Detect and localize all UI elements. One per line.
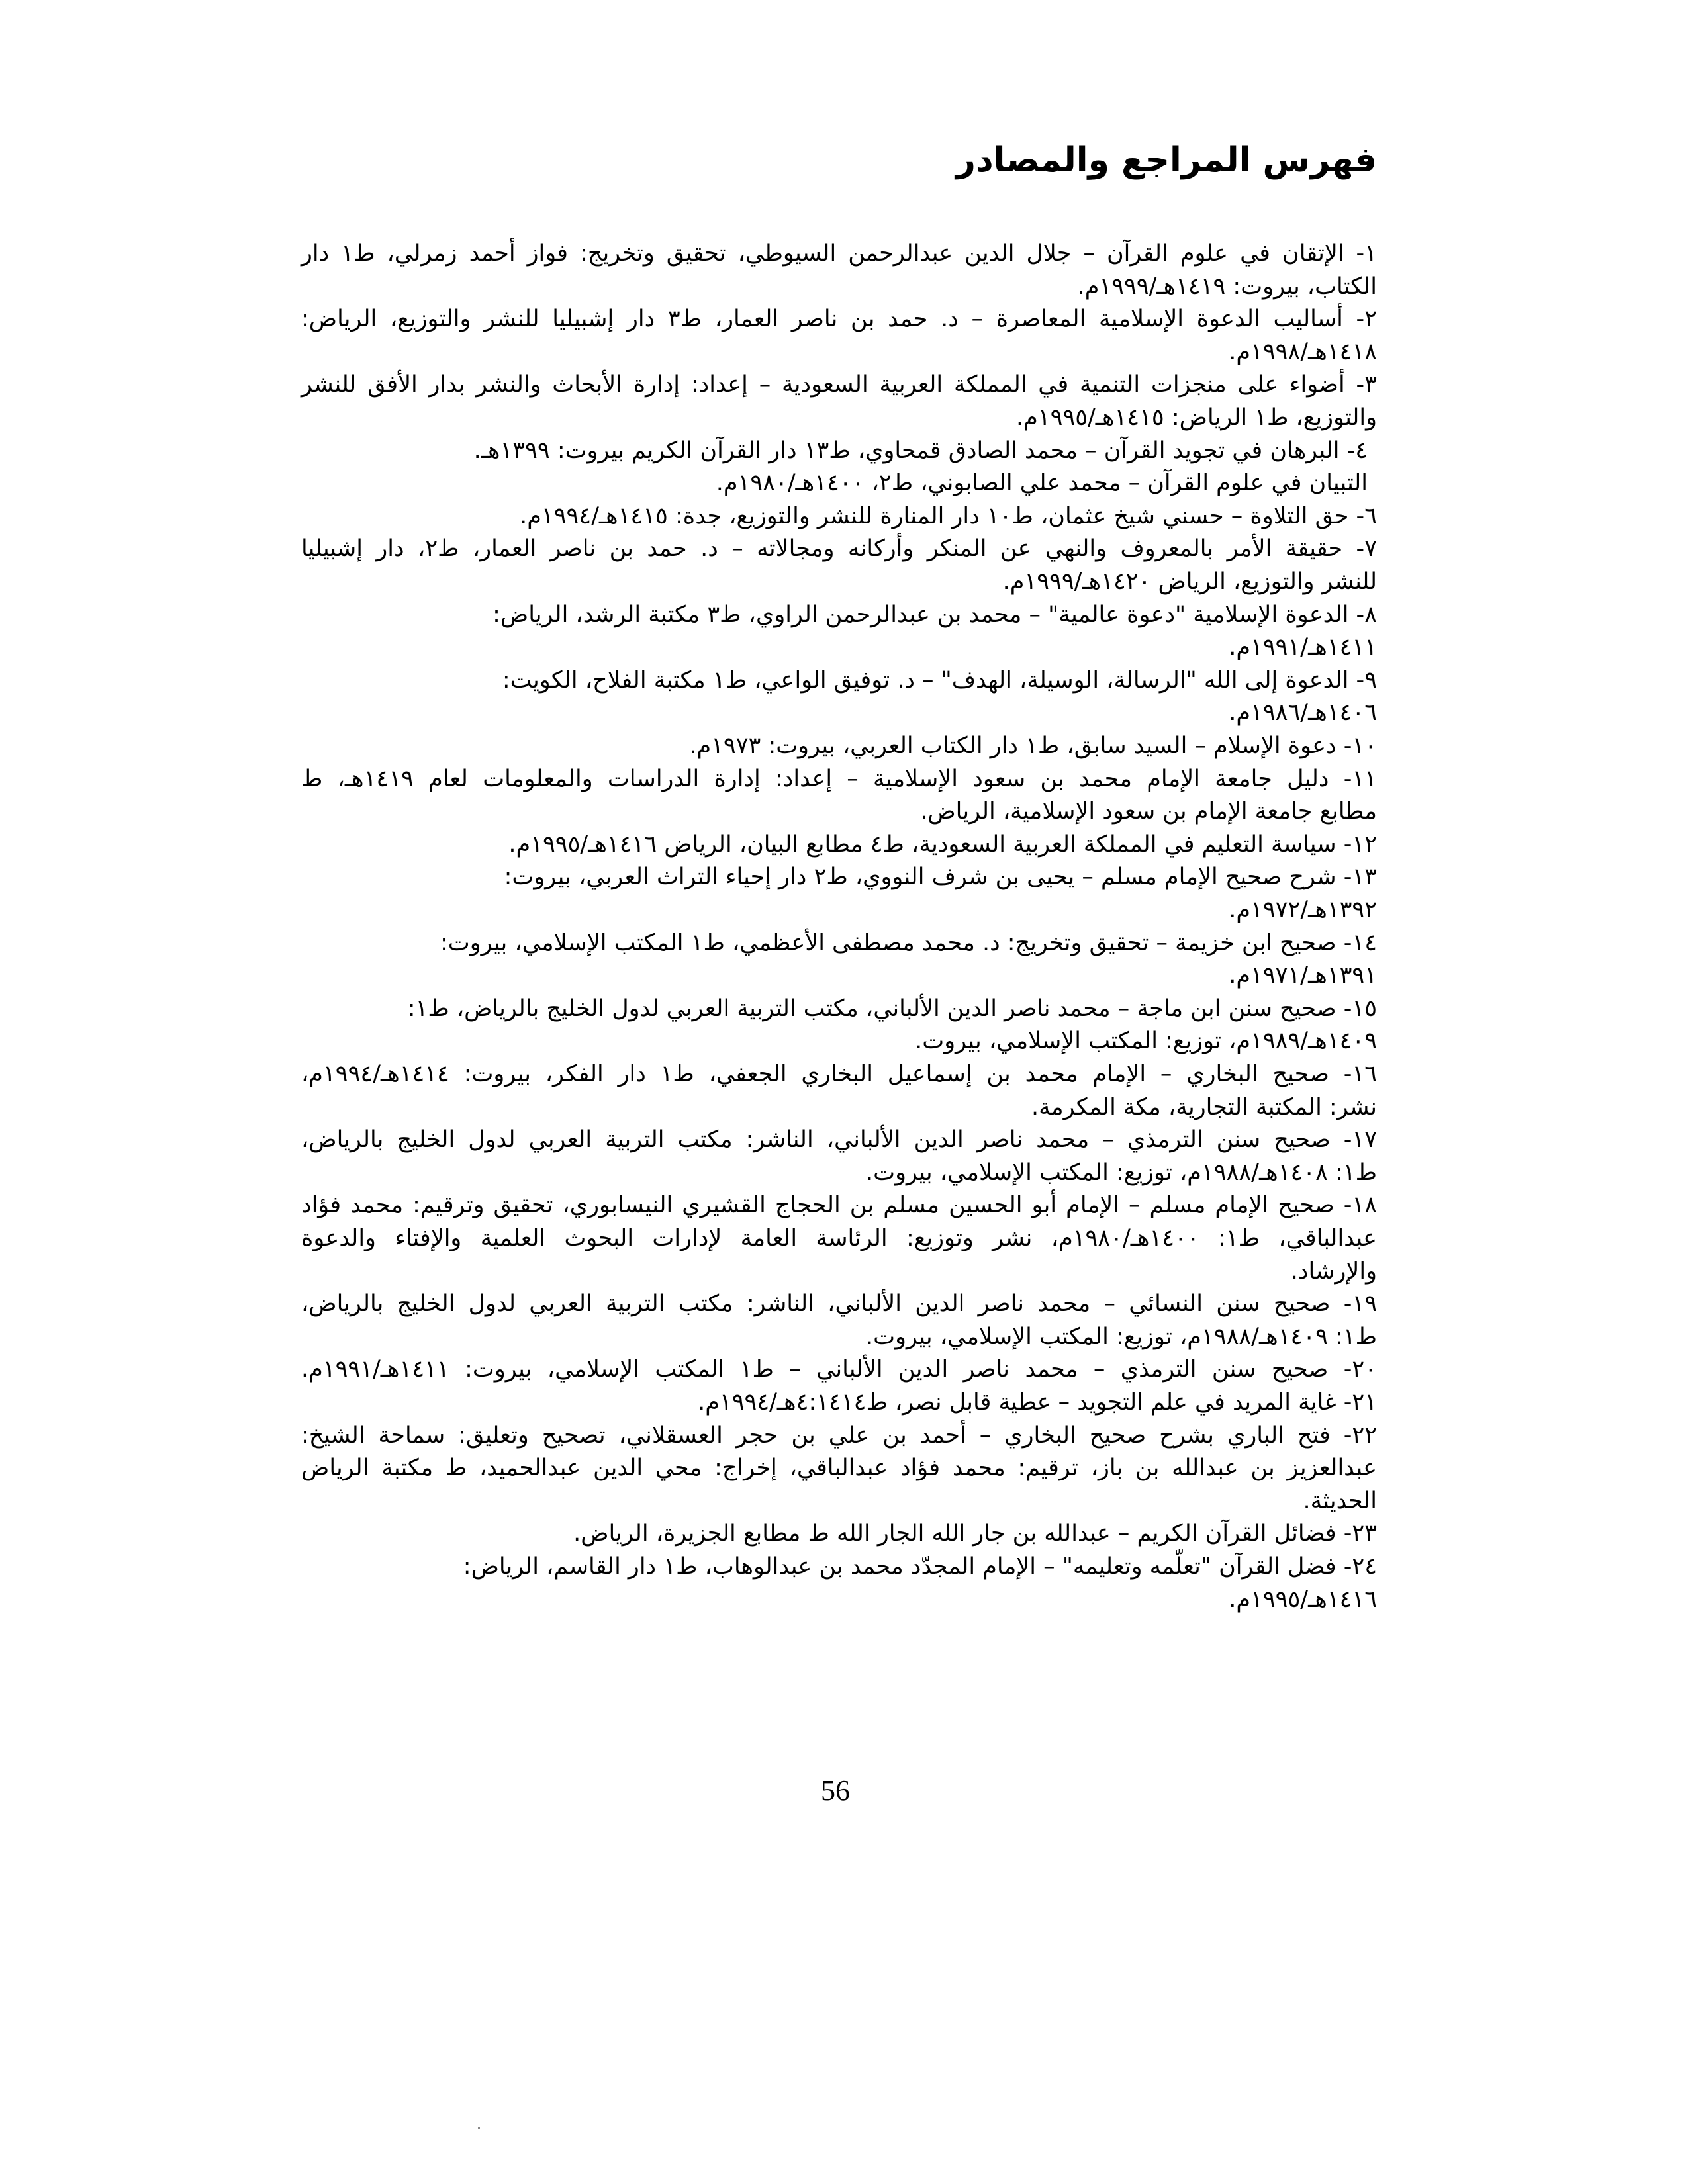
reference-line: ٣- أضواء على منجزات التنمية في المملكة العربية السعودية – إعداد: إدارة الأبحاث والنشر بدار الأفق للنشر [301,371,1377,398]
reference-line: التبيان في علوم القرآن – محمد علي الصابوني، ط٢، ١٤٠٠هـ/١٩٨٠م. [716,470,1368,497]
reference-line: ١٤١١هـ/١٩٩١م. [1229,634,1377,661]
page-number: 56 [821,1774,850,1807]
reference-line: ١٨- صحيح الإمام مسلم – الإمام أبو الحسين مسلم بن الحجاج القشيري النيسابوري، تحقيق وترقيم: محمد فؤاد [301,1192,1377,1219]
reference-line: ٢٠- صحيح سنن الترمذي – محمد ناصر الدين الألباني – ط١ المكتب الإسلامي، بيروت: ١٤١١هـ/١٩٩١م. [301,1356,1377,1383]
reference-line: ٤- البرهان في تجويد القرآن – محمد الصادق قمحاوي، ط١٣ دار القرآن الكريم بيروت: ١٣٩٩هـ. [473,437,1368,464]
reference-line: الحديثة. [1303,1487,1377,1514]
reference-line: ١٤٠٩هـ/١٩٨٩م، توزيع: المكتب الإسلامي، بيروت. [915,1028,1377,1055]
reference-line: ١٧- صحيح سنن الترمذي – محمد ناصر الدين الألباني، الناشر: مكتب التربية العربي لدول الخليج بالرياض، [301,1126,1377,1154]
reference-line: ١٩- صحيح سنن النسائي – محمد ناصر الدين الألباني، الناشر: مكتب التربية العربي لدول الخليج بالرياض، [301,1291,1377,1318]
reference-line: ١٣٩٢هـ/١٩٧٢م. [1229,897,1377,923]
reference-line: للنشر والتوزيع، الرياض ١٤٢٠هـ/١٩٩٩م. [1002,569,1377,595]
reference-line: عبدالعزيز بن عبدالله بن باز، ترقيم: محمد فؤاد عبدالباقي، إخراج: محي الدين عبدالحميد، ط مكتبة الرياض [301,1455,1377,1482]
reference-line: ١١- دليل جامعة الإمام محمد بن سعود الإسلامية – إعداد: إدارة الدراسات والمعلومات لعام ١٤١٩هـ، ط [301,765,1377,792]
reference-line: عبدالباقي، ط١: ١٤٠٠هـ/١٩٨٠م، نشر وتوزيع: الرئاسة العامة لإدارات البحوث العلمية والإفتاء والدعوة [301,1225,1378,1251]
reference-line: ١- الإتقان في علوم القرآن – جلال الدين عبدالرحمن السيوطي، تحقيق وتخريج: فواز أحمد زمرلي، ط١ دار [301,240,1377,267]
reference-line: ١٤- صحيح ابن خزيمة – تحقيق وتخريج: د. محمد مصطفى الأعظمي، ط١ المكتب الإسلامي، بيروت: [440,929,1377,956]
reference-line: ط١: ١٤٠٨هـ/١٩٨٨م، توزيع: المكتب الإسلامي، بيروت. [866,1159,1377,1186]
reference-line: ٢١- غاية المريد في علم التجويد – عطية قابل نصر، ط٤:١٤١٤هـ/١٩٩٤م. [698,1389,1377,1416]
reference-line: ٢٢- فتح الباري بشرح صحيح البخاري – أحمد بن علي بن حجر العسقلاني، تصحيح وتعليق: سماحة الشيخ: [301,1422,1377,1449]
reference-line: ٨- الدعوة الإسلامية "دعوة عالمية" – محمد بن عبدالرحمن الراوي، ط٣ مكتبة الرشد، الرياض: [492,601,1377,628]
reference-line: ٩- الدعوة إلى الله "الرسالة، الوسيلة، الهدف" – د. توفيق الواعي، ط١ مكتبة الفلاح، الكويت: [502,666,1377,694]
reference-line: الكتاب، بيروت: ١٤١٩هـ/١٩٩٩م. [1077,273,1377,300]
reference-line: ١٢- سياسة التعليم في المملكة العربية السعودية، ط٤ مطابع البيان، الرياض ١٤١٦هـ/١٩٩٥م. [508,831,1377,858]
reference-line: ١٤٠٦هـ/١٩٨٦م. [1229,700,1377,727]
reference-line: والتوزيع، ط١ الرياض: ١٤١٥هـ/١٩٩٥م. [1016,404,1377,431]
reference-line: ١٦- صحيح البخاري – الإمام محمد بن إسماعيل البخاري الجعفي، ط١ دار الفكر، بيروت: ١٤١٤هـ/١٩٩٤م، [301,1061,1377,1087]
reference-line: ١٣- شرح صحيح الإمام مسلم – يحيى بن شرف النووي، ط٢ دار إحياء التراث العربي، بيروت: [504,864,1377,891]
reference-line: مطابع جامعة الإمام بن سعود الإسلامية، الرياض. [920,798,1377,825]
reference-line: ٦- حق التلاوة – حسني شيخ عثمان، ط١٠ دار المنارة للنشر والتوزيع، جدة: ١٤١٥هـ/١٩٩٤م. [520,502,1377,529]
reference-line: ط١: ١٤٠٩هـ/١٩٨٨م، توزيع: المكتب الإسلامي، بيروت. [866,1323,1377,1350]
reference-line: ٢- أساليب الدعوة الإسلامية المعاصرة – د. حمد بن ناصر العمار، ط٣ دار إشبيليا للنشر والتوزيع، الرياض: [301,306,1377,333]
reference-line: ١٠- دعوة الإسلام – السيد سابق، ط١ دار الكتاب العربي، بيروت: ١٩٧٣م. [689,733,1377,759]
reference-line: ٢٣- فضائل القرآن الكريم – عبدالله بن جار الله الجار الله ط مطابع الجزيرة، الرياض. [573,1520,1377,1547]
reference-line: ١٤١٨هـ/١٩٩٨م. [1229,338,1377,365]
reference-line: ٧- حقيقة الأمر بالمعروف والنهي عن المنكر وأركانه ومجالاته – د. حمد بن ناصر العمار، ط٢، دار إشبيليا [301,535,1377,563]
reference-line: ١٥- صحيح سنن ابن ماجة – محمد ناصر الدين الألباني، مكتب التربية العربي لدول الخليج بالرياض، ط١: [407,995,1377,1022]
reference-line: نشر: المكتبة التجارية، مكة المكرمة. [1031,1093,1377,1120]
page-title: فهرس المراجع والمصادر [956,140,1377,180]
scan-speck [478,2127,480,2129]
reference-line: والإرشاد. [1290,1257,1377,1285]
reference-line: ١٣٩١هـ/١٩٧١م. [1229,962,1377,989]
reference-line: ٢٤- فضل القرآن "تعلّمه وتعليمه" – الإمام المجدّد محمد بن عبدالوهاب، ط١ دار القاسم، الرياض: [463,1553,1377,1580]
reference-line: ١٤١٦هـ/١٩٩٥م. [1229,1586,1377,1613]
